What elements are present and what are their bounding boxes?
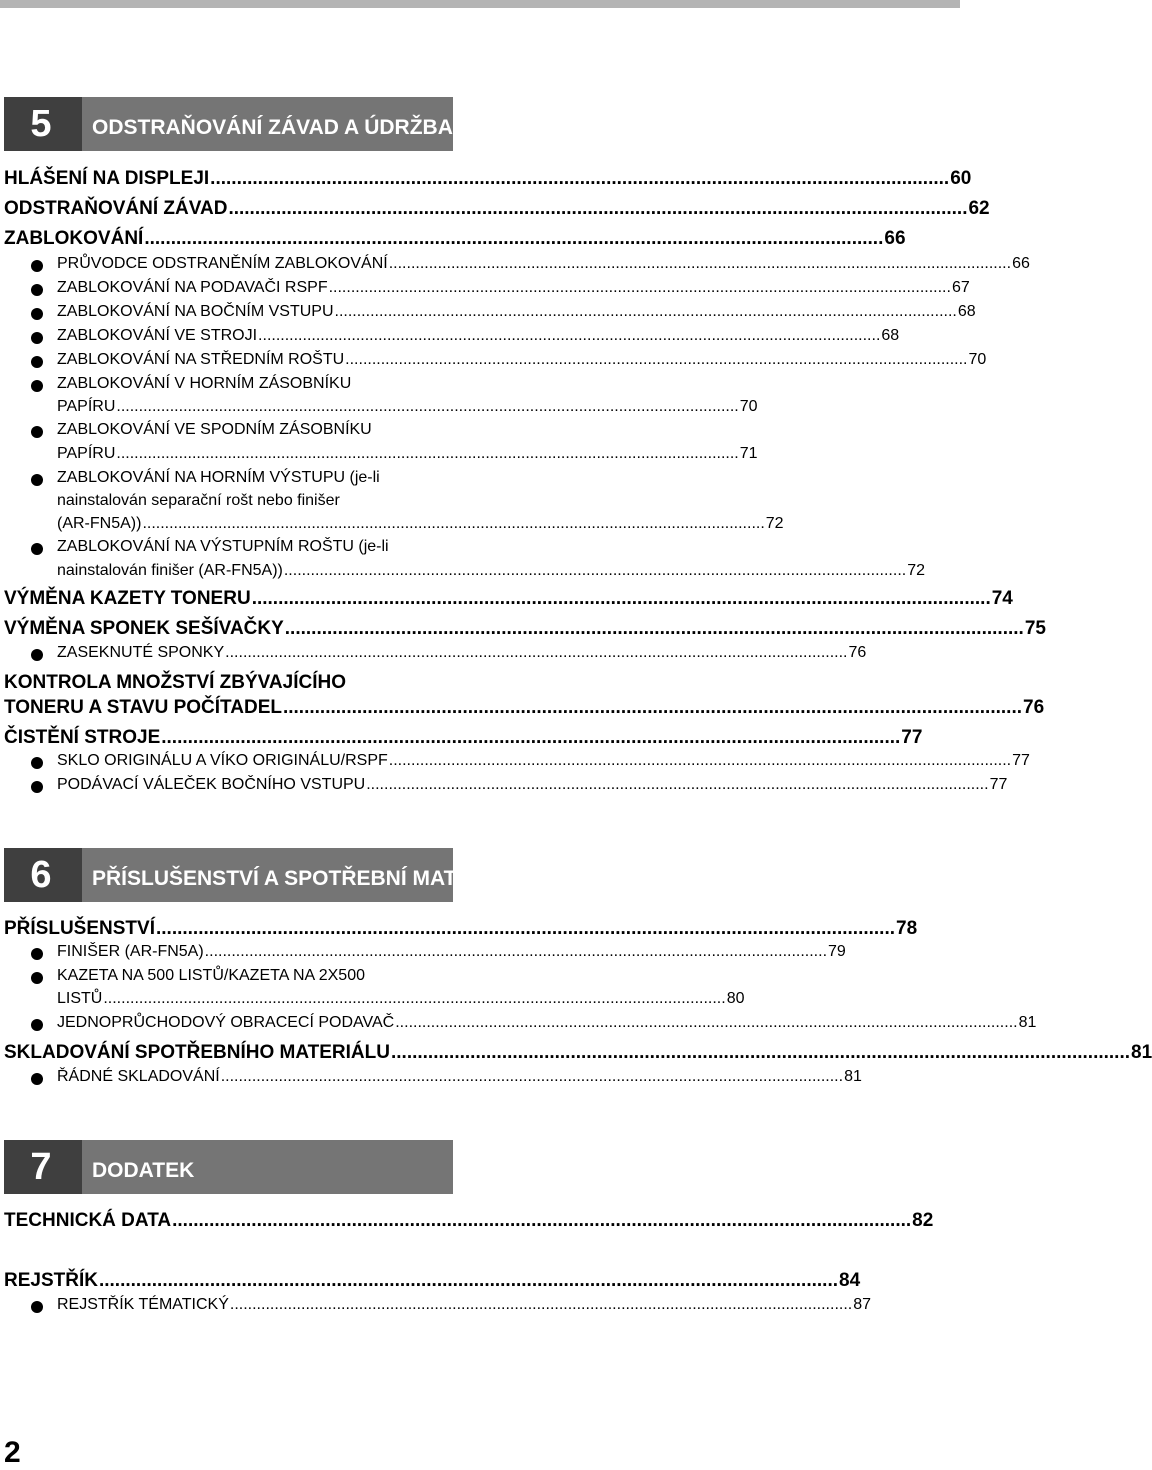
toc-subentry[interactable]	[57, 752, 1030, 770]
toc-leader-dots	[156, 918, 895, 940]
bullet-icon	[31, 972, 43, 984]
toc-leader-dots	[395, 1014, 1017, 1032]
toc-entry-page: 81	[1131, 1042, 1152, 1063]
bullet-icon	[31, 649, 43, 661]
chapter-number: 5	[30, 103, 52, 145]
toc-entry-label: ODSTRAŇOVÁNÍ ZÁVAD	[4, 198, 228, 219]
toc-entry-page: 77	[901, 727, 923, 748]
bullet-icon	[31, 356, 43, 368]
toc-subentry-page: 81	[1018, 1014, 1037, 1031]
bullet-icon	[31, 426, 43, 438]
toc-subentry-page: 66	[1012, 255, 1030, 272]
toc-entry[interactable]	[4, 168, 972, 190]
toc-leader-dots	[285, 618, 1024, 640]
toc-subentry[interactable]	[57, 255, 1030, 273]
toc-entry-page: 78	[896, 918, 918, 939]
toc-entry-page: 62	[968, 198, 990, 219]
toc-subentry[interactable]	[57, 1068, 862, 1086]
toc-subentry-page: 72	[765, 515, 784, 532]
toc-entry-line: KONTROLA MNOŽSTVÍ ZBÝVAJÍCÍHO	[4, 672, 346, 693]
toc-subentry-page: 87	[853, 1296, 872, 1313]
toc-subentry-label: LISTŮ	[57, 990, 103, 1007]
toc-entry[interactable]	[4, 1042, 1152, 1064]
toc-subentry-line: ZABLOKOVÁNÍ NA HORNÍM VÝSTUPU (je-li	[57, 469, 380, 486]
top-rule	[0, 0, 960, 8]
toc-entry-page: 74	[991, 588, 1013, 609]
toc-leader-dots	[99, 1270, 838, 1292]
toc-subentry[interactable]	[57, 303, 976, 321]
toc-subentry[interactable]	[57, 943, 846, 961]
toc-subentry-label: PODÁVACÍ VÁLEČEK BOČNÍHO VSTUPU	[57, 776, 366, 793]
toc-leader-dots	[258, 327, 880, 345]
bullet-icon	[31, 308, 43, 320]
toc-entry-label: ČISTĚNÍ STROJE	[4, 727, 161, 748]
toc-entry[interactable]	[4, 918, 918, 940]
toc-subentry-label: JEDNOPRŮCHODOVÝ OBRACECÍ PODAVAČ	[57, 1014, 395, 1031]
toc-entry[interactable]	[4, 1270, 861, 1292]
toc-leader-dots	[335, 303, 957, 321]
toc-subentry-page: 77	[1012, 752, 1030, 769]
toc-entry-label: PŘÍSLUŠENSTVÍ	[4, 918, 155, 939]
toc-leader-dots	[225, 644, 847, 662]
toc-entry-page: 84	[839, 1270, 861, 1291]
bullet-icon	[31, 260, 43, 272]
toc-subentry-label: PRŮVODCE ODSTRANĚNÍM ZABLOKOVÁNÍ	[57, 255, 388, 272]
toc-leader-dots	[230, 1296, 852, 1314]
toc-subentry-label: ZABLOKOVÁNÍ NA PODAVAČI RSPF	[57, 279, 328, 296]
bullet-icon	[31, 948, 43, 960]
toc-leader-dots	[366, 776, 988, 794]
toc-leader-dots	[391, 1042, 1130, 1064]
toc-entry-label: SKLADOVÁNÍ SPOTŘEBNÍHO MATERIÁLU	[4, 1042, 390, 1063]
toc-entry-page: 76	[1023, 697, 1045, 718]
bullet-icon	[31, 1073, 43, 1085]
toc-subentry[interactable]	[57, 445, 758, 463]
toc-leader-dots	[221, 1068, 843, 1086]
toc-subentry-page: 67	[951, 279, 970, 296]
toc-entry-label: ZABLOKOVÁNÍ	[4, 228, 144, 249]
toc-entry[interactable]	[4, 588, 1013, 610]
toc-subentry-label: ŘÁDNÉ SKLADOVÁNÍ	[57, 1068, 220, 1085]
toc-subentry-label: ZABLOKOVÁNÍ NA STŘEDNÍM ROŠTU	[57, 351, 345, 368]
chapter-5-header	[4, 97, 453, 151]
toc-entry-label: VÝMĚNA KAZETY TONERU	[4, 588, 251, 609]
toc-entry-label: TONERU A STAVU POČÍTADEL	[4, 697, 282, 718]
toc-leader-dots	[205, 943, 827, 961]
toc-subentry[interactable]	[57, 562, 925, 580]
toc-leader-dots	[116, 398, 738, 416]
toc-entry-label: TECHNICKÁ DATA	[4, 1210, 172, 1231]
bullet-icon	[31, 380, 43, 392]
toc-subentry-page: 72	[907, 562, 925, 579]
toc-subentry-line: ZABLOKOVÁNÍ NA VÝSTUPNÍM ROŠTU (je-li	[57, 538, 389, 555]
toc-subentry-label: PAPÍRU	[57, 445, 116, 462]
toc-subentry[interactable]	[57, 351, 987, 369]
toc-entry[interactable]	[4, 727, 923, 749]
toc-subentry-page: 70	[968, 351, 987, 368]
toc-leader-dots	[389, 752, 1011, 770]
bullet-icon	[31, 474, 43, 486]
toc-entry[interactable]	[4, 618, 1046, 640]
chapter-number: 7	[30, 1146, 52, 1188]
toc-leader-dots	[144, 228, 883, 250]
toc-subentry[interactable]	[57, 1296, 872, 1314]
toc-subentry[interactable]	[57, 1014, 1037, 1032]
toc-subentry-page: 68	[957, 303, 976, 320]
toc-entry-page: 60	[950, 168, 972, 189]
toc-subentry-label: SKLO ORIGINÁLU A VÍKO ORIGINÁLU/RSPF	[57, 752, 388, 769]
bullet-icon	[31, 284, 43, 296]
toc-subentry-label: REJSTŘÍK TÉMATICKÝ	[57, 1296, 229, 1313]
toc-subentry-page: 77	[989, 776, 1008, 793]
toc-entry[interactable]	[4, 1210, 934, 1232]
toc-subentry-line: KAZETA NA 500 LISTŮ/KAZETA NA 2X500	[57, 967, 365, 984]
toc-entry[interactable]	[4, 697, 1045, 719]
toc-subentry[interactable]	[57, 515, 784, 533]
toc-subentry-label: ZASEKNUTÉ SPONKY	[57, 644, 225, 661]
toc-entry[interactable]	[4, 228, 906, 250]
toc-subentry-line: ZABLOKOVÁNÍ V HORNÍM ZÁSOBNÍKU	[57, 375, 352, 392]
chapter-7-header	[4, 1140, 453, 1194]
bullet-icon	[31, 332, 43, 344]
toc-subentry-line: ZABLOKOVÁNÍ VE SPODNÍM ZÁSOBNÍKU	[57, 421, 372, 438]
bullet-icon	[31, 1019, 43, 1031]
toc-entry-label: VÝMĚNA SPONEK SEŠÍVAČKY	[4, 618, 284, 639]
toc-subentry-label: PAPÍRU	[57, 398, 116, 415]
chapter-title: PŘÍSLUŠENSTVÍ A SPOTŘEBNÍ MATERIÁL	[82, 848, 453, 902]
toc-leader-dots	[172, 1210, 911, 1232]
chapter-number: 6	[30, 854, 52, 896]
toc-leader-dots	[252, 588, 991, 610]
toc-subentry-label: nainstalován finišer (AR-FN5A))	[57, 562, 283, 579]
toc-leader-dots	[116, 445, 738, 463]
toc-subentry-label: ZABLOKOVÁNÍ NA BOČNÍM VSTUPU	[57, 303, 334, 320]
toc-entry-page: 82	[912, 1210, 934, 1231]
bullet-icon	[31, 757, 43, 769]
toc-leader-dots	[284, 562, 906, 580]
page-number: 2	[4, 1436, 21, 1469]
toc-leader-dots	[389, 255, 1011, 273]
toc-subentry[interactable]	[57, 644, 867, 662]
toc-leader-dots	[142, 515, 764, 533]
toc-leader-dots	[210, 168, 949, 190]
bullet-icon	[31, 781, 43, 793]
toc-entry-label: REJSTŘÍK	[4, 1270, 98, 1291]
toc-subentry[interactable]	[57, 398, 758, 416]
chapter-title: ODSTRAŇOVÁNÍ ZÁVAD A ÚDRŽBA	[82, 97, 453, 151]
toc-entry[interactable]	[4, 198, 990, 220]
toc-subentry-label: FINIŠER (AR-FN5A)	[57, 943, 204, 960]
toc-entry-label: HLÁŠENÍ NA DISPLEJI	[4, 168, 210, 189]
toc-subentry-line: nainstalován separační rošt nebo finišer	[57, 492, 340, 509]
chapter-6-header	[4, 848, 520, 902]
toc-entry-page: 66	[884, 228, 906, 249]
toc-subentry[interactable]	[57, 776, 1008, 794]
toc-subentry[interactable]	[57, 990, 745, 1008]
toc-leader-dots	[329, 279, 951, 297]
toc-subentry-page: 79	[828, 943, 846, 960]
toc-entry-page: 75	[1024, 618, 1046, 639]
toc-subentry-label: ZABLOKOVÁNÍ VE STROJI	[57, 327, 258, 344]
chapter-title: DODATEK	[82, 1140, 453, 1194]
toc-subentry-page: 81	[844, 1068, 862, 1085]
toc-subentry-page: 80	[726, 990, 745, 1007]
toc-leader-dots	[103, 990, 725, 1008]
toc-subentry-label: (AR-FN5A))	[57, 515, 142, 532]
toc-subentry-page: 71	[739, 445, 758, 462]
toc-subentry[interactable]	[57, 327, 900, 345]
toc-subentry[interactable]	[57, 279, 970, 297]
bullet-icon	[31, 543, 43, 555]
toc-leader-dots	[161, 727, 900, 749]
toc-leader-dots	[345, 351, 967, 369]
toc-leader-dots	[283, 697, 1022, 719]
toc-subentry-page: 68	[881, 327, 900, 344]
bullet-icon	[31, 1301, 43, 1313]
toc-subentry-page: 76	[848, 644, 867, 661]
toc-leader-dots	[228, 198, 967, 220]
toc-subentry-page: 70	[739, 398, 758, 415]
